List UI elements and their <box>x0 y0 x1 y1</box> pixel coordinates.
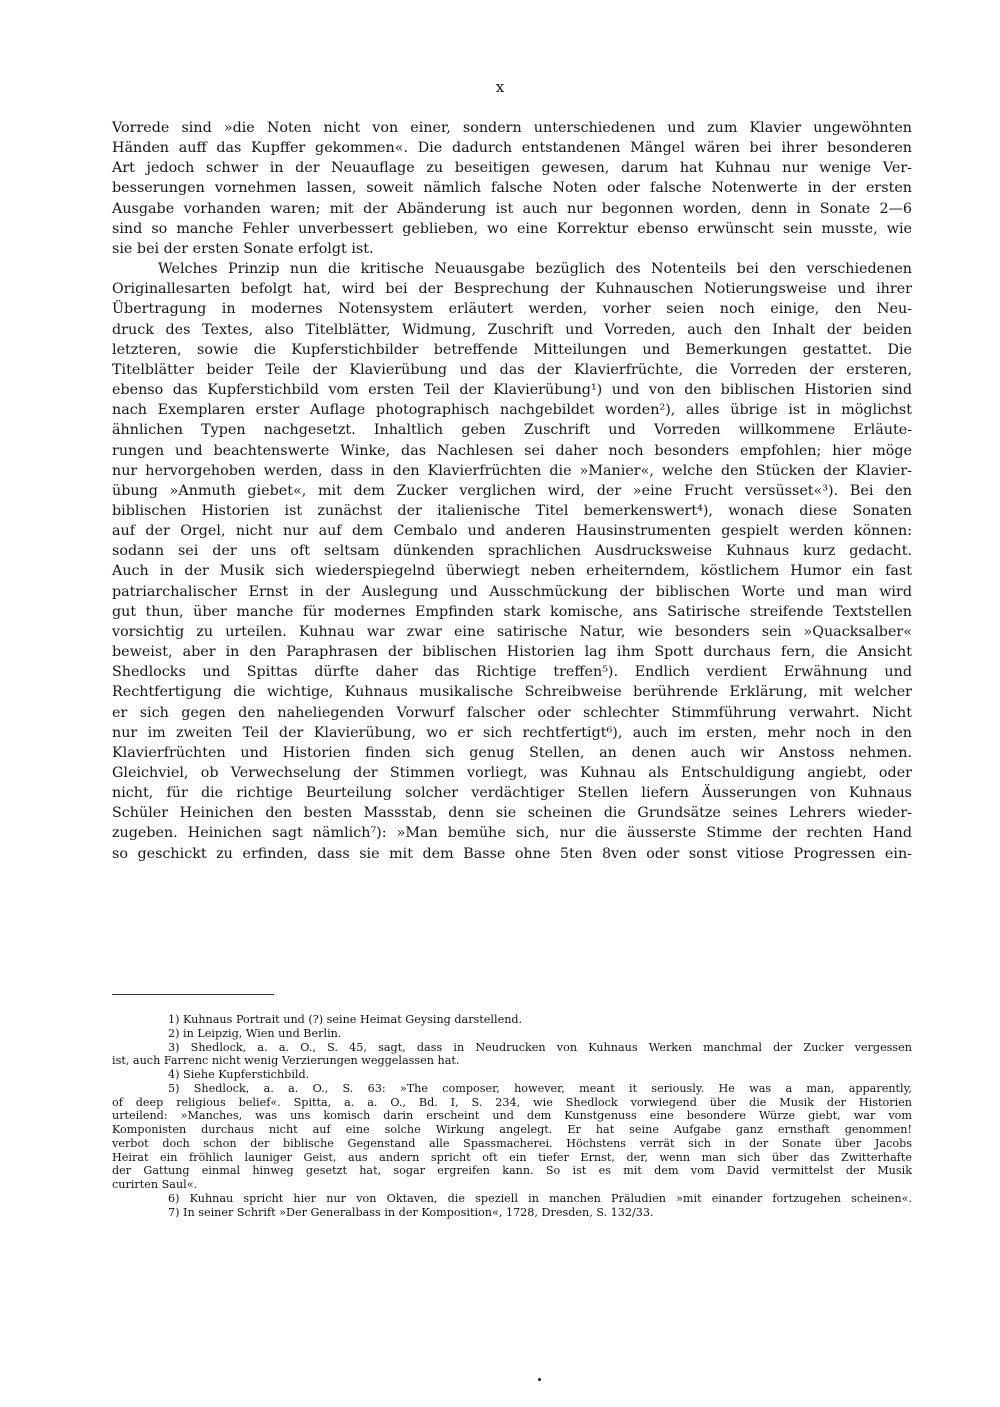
footnote-divider <box>112 994 274 995</box>
text-line: nach Exemplaren erster Auflage photographisch nachgebildet worden²), alles übrige ist in möglichst <box>112 402 912 419</box>
text-line: nicht, für die richtige Beurteilung solcher verdächtiger Stellen liefern Äusserungen von Kuhnaus <box>112 785 912 802</box>
text-line: Ausgabe vorhanden waren; mit der Abänderung ist auch nur begonnen worden, denn in Sonate 2—6 <box>112 200 912 217</box>
text-line: rungen und beachtenswerte Winke, das Nachlesen sei daher noch besonders empfohlen; hier möge <box>112 442 912 459</box>
text-line: Auch in der Musik sich wiederspiegelnd überwiegt neben erheiterndem, köstlichem Humor ein fast <box>112 563 912 580</box>
text-line: ähnlichen Typen nachgesetzt. Inhaltlich geben Zuschrift und Vorreden willkommene Erläute- <box>112 422 912 439</box>
text-line: druck des Textes, also Titelblätter, Widmung, Zuschrift und Vorreden, auch den Inhalt der beiden <box>112 321 912 338</box>
footnote-line: 3) Shedlock, a. a. O., S. 45, sagt, dass in Neudrucken von Kuhnaus Werken manchmal der Zucker vergessen <box>168 1040 912 1054</box>
text-line: sie bei der ersten Sonate erfolgt ist. <box>112 240 374 257</box>
footnote-line: ist, auch Farrenc nicht wenig Verzierungen weggelassen hat. <box>112 1054 460 1068</box>
text-line: Schüler Heinichen den besten Massstab, denn sie scheinen die Grundsätze seines Lehrers wieder- <box>112 805 912 822</box>
footnote-line: verbot doch schon der biblische Gegenstand alle Spassmacherei. Höchstens verrät sich in der Sonate über Jacobs <box>112 1136 912 1150</box>
text-line: sodann sei der uns oft seltsam dünkenden sprachlichen Ausdrucksweise Kuhnaus kurz gedacht. <box>112 543 912 560</box>
text-line: gut thun, über manche für modernes Empfinden stark komische, ans Satirische streifende Textstellen <box>112 603 912 620</box>
text-line: zugeben. Heinichen sagt nämlich⁷): »Man bemühe sich, nur die äusserste Stimme der rechten Hand <box>112 825 912 842</box>
footnotes <box>112 1013 912 1219</box>
text-line: biblischen Historien ist zunächst der italienische Titel bemerkenswert⁴), wonach diese Sonaten <box>112 502 912 519</box>
text-line: ebenso das Kupferstichbild vom ersten Teil der Klavierübung¹) und von den biblischen Historien sind <box>112 382 912 399</box>
text-line: sind so manche Fehler unverbessert geblieben, wo eine Korrektur ebenso erwünscht sein musste, wie <box>112 220 912 237</box>
footnote-line: curirten Saul«. <box>112 1178 198 1191</box>
footnote-line: of deep religious belief«. Spitta, a. a. O., Bd. I, S. 234, wie Shedlock vorwiegend über die Musik der Historien <box>112 1095 912 1109</box>
text-line: Art jedoch schwer in der Neuauflage zu beseitigen gewesen, darum hat Kuhnau nur wenige Ver- <box>112 160 912 177</box>
footnote-line: urteilend: »Manches, was uns komisch darin erscheint und dem Kunstgenuss eine besondere Würze giebt, war vom <box>112 1109 912 1123</box>
text-line: Rechtfertigung die wichtige, Kuhnaus musikalische Schreibweise berührende Erklärung, mit welcher <box>112 684 912 701</box>
text-line: Übertragung in modernes Notensystem erläutert werden, vorher seien noch einige, den Neu- <box>112 301 912 318</box>
text-line: auf der Orgel, nicht nur auf dem Cembalo und anderen Hausinstrumenten gespielt werden können: <box>112 523 912 540</box>
footnote-line: der Gattung einmal hinweg gesetzt hat, sogar ergreifen kann. So ist es mit dem vom David vermittelst der Musik <box>112 1164 912 1178</box>
footnote-line: 2) in Leipzig, Wien und Berlin. <box>168 1026 342 1040</box>
text-line: Shedlocks und Spittas dürfte daher das Richtige treffen⁵). Endlich verdient Erwähnung und <box>112 664 912 681</box>
text-line: beweist, aber in den Paraphrasen der biblischen Historien lag ihm Spott durchaus fern, die Ansicht <box>112 644 912 661</box>
text-line: Originallesarten befolgt hat, wird bei der Besprechung der Kuhnauschen Notierungsweise und ihrer <box>112 281 912 298</box>
text-line: übung »Anmuth giebet«, mit dem Zucker verglichen wird, der »eine Frucht versüsset«³). Bei den <box>112 482 912 499</box>
page-number: x <box>495 78 505 96</box>
text-line: patriarchalischer Ernst in der Auslegung und Ausschmückung der biblischen Worte und man wird <box>112 583 912 600</box>
footnote-line: 6) Kuhnau spricht hier nur von Oktaven, die speziell in manchen Präludien »mit einander fortzugehen scheinen«. <box>168 1191 912 1205</box>
text-line: Klavierfrüchten und Historien finden sich genug Stellen, an denen auch wir Anstoss nehmen. <box>112 744 912 761</box>
text-line: nur hervorgehoben werden, dass in den Klavierfrüchten die »Manier«, welche den Stücken der Klavier- <box>112 462 912 479</box>
footnote-line: Komponisten durchaus nicht auf eine solche Wirkung angelegt. Er hat seine Aufgabe ganz ernsthaft genommen! <box>112 1123 912 1136</box>
text-line: letzteren, sowie die Kupferstichbilder betreffende Mitteilungen und Bemerkungen gestattet. Die <box>112 341 912 358</box>
text-line: nur im zweiten Teil der Klavierübung, wo er sich rechtfertigt⁶), auch im ersten, mehr noch in den <box>112 724 912 741</box>
text-line: so geschickt zu erfinden, dass sie mit dem Basse ohne 5ten 8ven oder sonst vitiose Progressen ein- <box>112 845 912 862</box>
text-line: Titelblätter beider Teile der Klavierübung und das der Klavierfrüchte, die Vorreden der ersteren, <box>112 361 912 378</box>
text-line: Welches Prinzip nun die kritische Neuausgabe bezüglich des Notenteils bei den verschiedenen <box>158 261 912 278</box>
text-line: er sich gegen den naheliegenden Vorwurf falscher oder schlechter Stimmführung verwahrt. Nicht <box>112 704 912 721</box>
text-line: vorsichtig zu urteilen. Kuhnau war zwar eine satirische Natur, wie besonders sein »Quacksalber« <box>112 623 912 640</box>
text-line: Gleichviel, ob Verwechselung der Stimmen vorliegt, was Kuhnau als Entschuldigung angiebt, oder <box>112 765 912 781</box>
footnote-line: 7) In seiner Schrift »Der Generalbass in der Komposition«, 1728, Dresden, S. 132/33. <box>168 1205 654 1219</box>
text-line: Vorrede sind »die Noten nicht von einer, sondern unterschiedenen und zum Klavier ungewöhnten <box>112 120 912 136</box>
text-line: Händen auff das Kupffer gekommen«. Die dadurch entstandenen Mängel wären bei ihrer besonderen <box>112 140 912 157</box>
footnote-line: 4) Siehe Kupferstichbild. <box>168 1068 310 1081</box>
main-text <box>112 118 912 864</box>
footnote-line: Heirat ein fröhlich launiger Geist, aus andern spricht oft ein tiefer Ernst, der, wenn man sich über das Zwitterhafte <box>112 1150 912 1164</box>
text-line: besserungen vornehmen lassen, soweit nämlich falsche Noten oder falsche Notenwerte in der ersten <box>112 180 912 197</box>
footnote-line: 5) Shedlock, a. a. O., S. 63: »The composer, however, meant it seriously. He was a man, apparently, <box>168 1081 912 1095</box>
page-mark <box>538 1378 541 1381</box>
footnote-line: 1) Kuhnaus Portrait und (?) seine Heimat Geysing darstellend. <box>168 1013 523 1026</box>
